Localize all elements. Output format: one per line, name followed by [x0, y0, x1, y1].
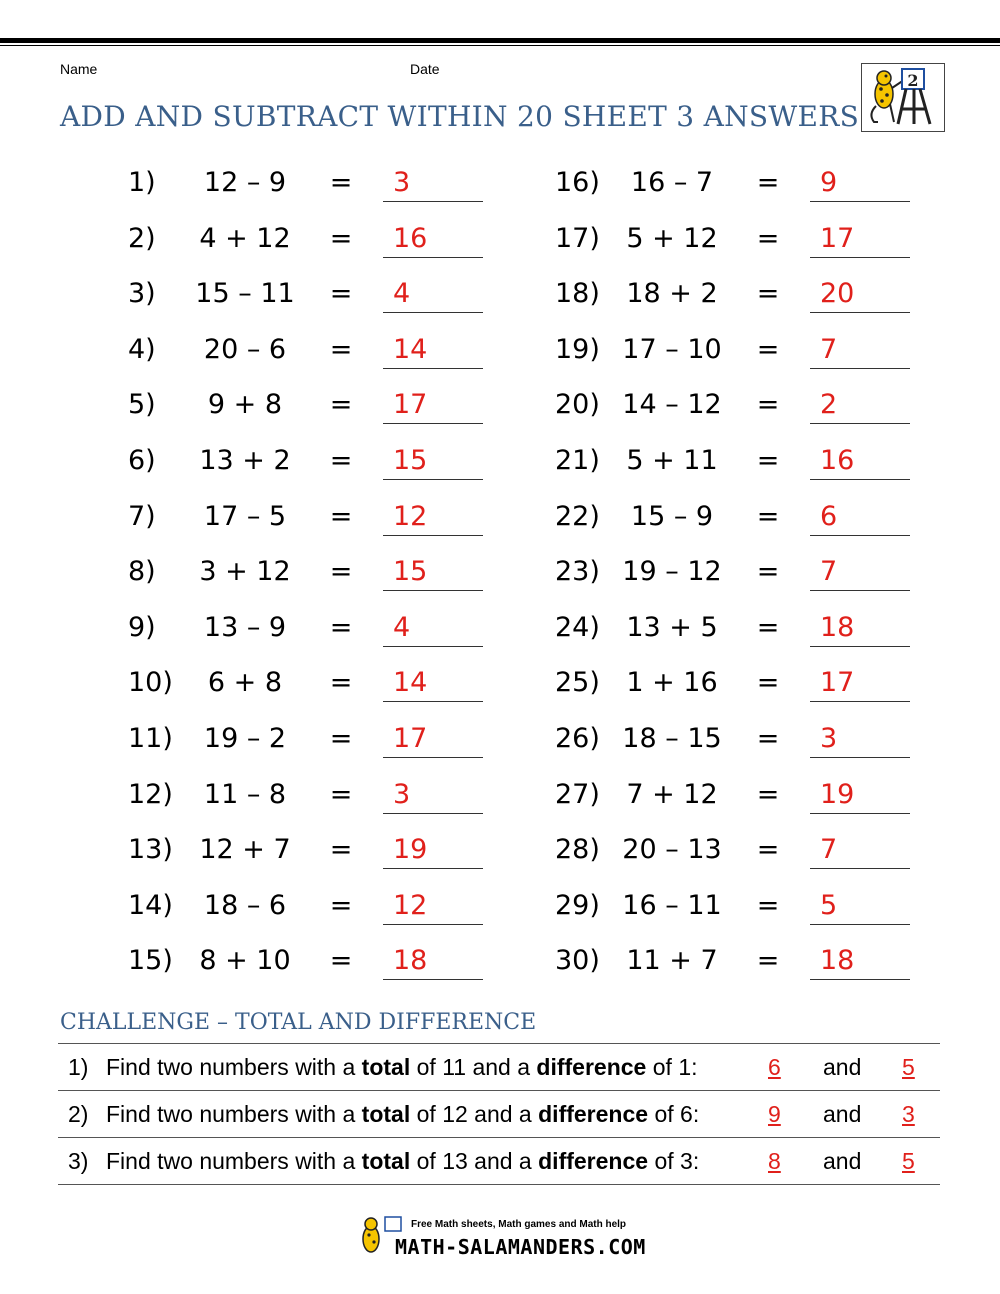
equals-sign: = [756, 556, 780, 588]
equals-sign: = [329, 723, 353, 754]
footer-site-name: MATH-SALAMANDERS.COM [395, 1235, 646, 1259]
equals-sign: = [329, 278, 353, 310]
equals-sign: = [329, 222, 353, 254]
problem-row [555, 211, 915, 267]
first-answer[interactable]: 6 [768, 1054, 781, 1080]
problem-row [128, 600, 488, 656]
answer-value: 18 [393, 945, 428, 977]
problem-number: 21) [555, 445, 600, 476]
answer-value: 12 [393, 500, 428, 532]
problem-row [555, 433, 915, 489]
answer-blank[interactable] [810, 223, 910, 258]
equals-sign: = [329, 667, 353, 699]
problem-number: 23) [555, 556, 600, 588]
problem-expression: 15 – 11 [195, 278, 295, 310]
equals-sign: = [756, 278, 780, 310]
question-text: Find two numbers with a [106, 1101, 362, 1127]
problem-row [555, 711, 915, 767]
answer-value: 5 [820, 889, 838, 921]
answer-blank[interactable] [383, 167, 483, 202]
equals-sign: = [329, 778, 353, 810]
question-text: of 11 and a [410, 1054, 537, 1080]
problem-number: 11) [128, 723, 173, 754]
problem-number: 10) [128, 667, 173, 699]
challenge-question [106, 1054, 698, 1081]
answer-blank[interactable] [810, 779, 910, 814]
second-answer[interactable]: 5 [902, 1054, 915, 1080]
answer-blank[interactable] [383, 501, 483, 536]
first-answer[interactable]: 8 [768, 1148, 781, 1174]
equals-sign: = [756, 222, 780, 254]
problem-expression: 17 – 10 [622, 333, 722, 365]
problem-number: 19) [555, 333, 600, 365]
problem-number: 8) [128, 556, 156, 588]
easel-icon [898, 69, 930, 124]
answer-value: 7 [820, 834, 838, 866]
equals-sign: = [756, 778, 780, 810]
equals-sign: = [756, 611, 780, 643]
problem-row [128, 211, 488, 267]
challenge-question [106, 1101, 699, 1128]
answer-value: 17 [393, 389, 428, 421]
total-word: total [361, 1148, 411, 1174]
answer-value: 19 [820, 778, 855, 810]
equals-sign: = [329, 389, 353, 421]
equals-sign: = [756, 333, 780, 365]
problem-number: 16) [555, 167, 600, 198]
problem-expression: 9 + 8 [207, 389, 283, 421]
problem-row [128, 878, 488, 934]
answer-value: 15 [393, 556, 428, 588]
footer-tagline: Free Math sheets, Math games and Math help [411, 1219, 627, 1230]
answer-value: 4 [393, 611, 411, 643]
answer-value: 9 [820, 167, 838, 198]
problem-number: 24) [555, 611, 600, 643]
answer-value: 3 [393, 167, 411, 198]
answer-blank[interactable] [810, 945, 910, 980]
problem-expression: 17 – 5 [203, 500, 287, 532]
name-label: Name [60, 61, 98, 77]
answer-value: 15 [393, 445, 428, 476]
equals-sign: = [756, 889, 780, 921]
and-label: and [823, 1054, 862, 1080]
problem-expression: 16 – 7 [630, 167, 714, 198]
answer-blank[interactable] [810, 556, 910, 591]
challenge-number: 2) [68, 1101, 89, 1127]
answer-blank[interactable] [810, 612, 910, 647]
problem-row [128, 933, 488, 989]
and-label: and [823, 1148, 862, 1174]
problem-number: 5) [128, 389, 156, 421]
problem-expression: 18 + 2 [626, 278, 718, 310]
answer-value: 18 [820, 945, 855, 977]
problem-number: 13) [128, 834, 173, 866]
answer-blank[interactable] [383, 834, 483, 869]
problem-row [128, 489, 488, 545]
answer-value: 6 [820, 500, 838, 532]
answer-blank[interactable] [383, 556, 483, 591]
answer-value: 20 [820, 278, 855, 310]
problem-expression: 5 + 11 [626, 445, 718, 476]
equals-sign: = [756, 167, 780, 198]
equals-sign: = [329, 500, 353, 532]
equals-sign: = [329, 445, 353, 476]
problem-expression: 7 + 12 [626, 778, 718, 810]
problem-row [555, 600, 915, 656]
problem-expression: 11 – 8 [203, 778, 287, 810]
answer-value: 12 [393, 889, 428, 921]
page-title: ADD AND SUBTRACT WITHIN 20 SHEET 3 ANSWERS [60, 100, 860, 133]
second-answer[interactable]: 5 [902, 1148, 915, 1174]
problem-number: 29) [555, 889, 600, 921]
problem-number: 17) [555, 222, 600, 254]
problem-expression: 20 – 13 [622, 834, 722, 866]
problem-number: 27) [555, 778, 600, 810]
problem-row [128, 322, 488, 378]
problem-number: 18) [555, 278, 600, 310]
answer-blank[interactable] [383, 389, 483, 424]
answer-blank[interactable] [383, 667, 483, 702]
problem-row [128, 266, 488, 322]
problem-expression: 18 – 15 [622, 723, 722, 754]
answer-value: 14 [393, 333, 428, 365]
equals-sign: = [329, 611, 353, 643]
problem-expression: 12 – 9 [203, 167, 287, 198]
answer-blank[interactable] [810, 667, 910, 702]
equals-sign: = [329, 333, 353, 365]
challenge-question [106, 1148, 699, 1175]
equals-sign: = [329, 556, 353, 588]
problem-expression: 20 – 6 [203, 333, 287, 365]
answer-blank[interactable] [383, 890, 483, 925]
challenge-row [58, 1138, 940, 1185]
problem-expression: 11 + 7 [626, 945, 718, 977]
problem-expression: 4 + 12 [199, 222, 291, 254]
question-text: of 6: [648, 1101, 700, 1127]
problem-number: 25) [555, 667, 600, 699]
answer-value: 18 [820, 611, 855, 643]
problem-row [128, 155, 488, 211]
problem-row [128, 767, 488, 823]
problem-expression: 15 – 9 [630, 500, 714, 532]
problem-number: 15) [128, 945, 173, 977]
answer-value: 17 [820, 222, 855, 254]
answer-blank[interactable] [810, 389, 910, 424]
problem-number: 6) [128, 445, 156, 476]
total-word: total [361, 1101, 411, 1127]
answer-value: 16 [393, 222, 428, 254]
problem-number: 1) [128, 167, 156, 198]
problem-row [555, 544, 915, 600]
problem-row [128, 544, 488, 600]
answer-blank[interactable] [810, 834, 910, 869]
problem-row [555, 878, 915, 934]
problem-row [555, 822, 915, 878]
problem-expression: 18 – 6 [203, 889, 287, 921]
problem-row [555, 489, 915, 545]
problem-row [128, 433, 488, 489]
difference-word: difference [536, 1054, 647, 1080]
problem-row [128, 377, 488, 433]
svg-text:2: 2 [907, 71, 919, 90]
answer-value: 3 [820, 723, 838, 754]
answer-blank[interactable] [810, 723, 910, 758]
problem-number: 28) [555, 834, 600, 866]
problem-row [128, 822, 488, 878]
problem-row [128, 711, 488, 767]
answer-blank[interactable] [383, 612, 483, 647]
problem-expression: 19 – 2 [203, 723, 287, 754]
answer-blank[interactable] [383, 723, 483, 758]
top-rule [0, 38, 1000, 43]
answer-value: 19 [393, 834, 428, 866]
problem-number: 2) [128, 222, 156, 254]
problem-row [555, 377, 915, 433]
problem-number: 14) [128, 889, 173, 921]
date-label: Date [410, 61, 440, 77]
problem-expression: 12 + 7 [199, 834, 291, 866]
problem-expression: 5 + 12 [626, 222, 718, 254]
problem-expression: 16 – 11 [622, 889, 722, 921]
problem-row [555, 933, 915, 989]
answer-value: 16 [820, 445, 855, 476]
equals-sign: = [329, 834, 353, 866]
answer-value: 7 [820, 556, 838, 588]
equals-sign: = [756, 667, 780, 699]
challenge-number: 1) [68, 1054, 89, 1080]
problem-number: 22) [555, 500, 600, 532]
challenge-row [58, 1044, 940, 1091]
answer-blank[interactable] [810, 501, 910, 536]
equals-sign: = [756, 389, 780, 421]
problem-number: 20) [555, 389, 600, 421]
answer-blank[interactable] [810, 334, 910, 369]
problem-expression: 8 + 10 [199, 945, 291, 977]
question-text: Find two numbers with a [106, 1054, 362, 1080]
problem-expression: 6 + 8 [207, 667, 283, 699]
problem-expression: 19 – 12 [622, 556, 722, 588]
answer-value: 2 [820, 389, 838, 421]
second-answer[interactable]: 3 [902, 1101, 915, 1127]
problem-row [555, 767, 915, 823]
answer-value: 14 [393, 667, 428, 699]
answer-blank[interactable] [383, 334, 483, 369]
problem-expression: 3 + 12 [199, 556, 291, 588]
equals-sign: = [329, 167, 353, 198]
answer-blank[interactable] [810, 445, 910, 480]
answer-blank[interactable] [810, 167, 910, 202]
problem-row [555, 655, 915, 711]
question-text: of 12 and a [410, 1101, 539, 1127]
answer-value: 4 [393, 278, 411, 310]
answer-value: 7 [820, 333, 838, 365]
problem-expression: 13 + 2 [199, 445, 291, 476]
salamander-logo [861, 63, 945, 132]
problem-number: 30) [555, 945, 600, 977]
problem-expression: 14 – 12 [622, 389, 722, 421]
problem-number: 4) [128, 333, 156, 365]
difference-word: difference [538, 1148, 649, 1174]
equals-sign: = [756, 445, 780, 476]
and-label: and [823, 1101, 862, 1127]
answer-blank[interactable] [383, 945, 483, 980]
difference-word: difference [538, 1101, 649, 1127]
problem-row [555, 322, 915, 378]
question-text: of 1: [646, 1054, 698, 1080]
footer-logo [355, 1215, 645, 1265]
equals-sign: = [329, 945, 353, 977]
problem-number: 9) [128, 611, 156, 643]
first-answer[interactable]: 9 [768, 1101, 781, 1127]
problem-expression: 13 + 5 [626, 611, 718, 643]
answer-value: 3 [393, 778, 411, 810]
problem-expression: 13 – 9 [203, 611, 287, 643]
answer-value: 17 [393, 723, 428, 754]
problem-number: 26) [555, 723, 600, 754]
total-word: total [361, 1054, 411, 1080]
problem-number: 12) [128, 778, 173, 810]
problem-row [555, 266, 915, 322]
answer-blank[interactable] [383, 278, 483, 313]
problem-number: 7) [128, 500, 156, 532]
equals-sign: = [756, 723, 780, 754]
challenge-number: 3) [68, 1148, 89, 1174]
challenge-row [58, 1091, 940, 1138]
answer-blank[interactable] [810, 890, 910, 925]
problem-row [128, 655, 488, 711]
equals-sign: = [756, 500, 780, 532]
answer-blank[interactable] [810, 278, 910, 313]
equals-sign: = [756, 945, 780, 977]
equals-sign: = [329, 889, 353, 921]
answer-blank[interactable] [383, 445, 483, 480]
problem-row [555, 155, 915, 211]
top-rule-thin [0, 45, 1000, 46]
equals-sign: = [756, 834, 780, 866]
question-text: of 13 and a [410, 1148, 539, 1174]
challenge-title: CHALLENGE – TOTAL AND DIFFERENCE [60, 1010, 537, 1035]
question-text: of 3: [648, 1148, 700, 1174]
problem-number: 3) [128, 278, 156, 310]
question-text: Find two numbers with a [106, 1148, 362, 1174]
answer-value: 17 [820, 667, 855, 699]
answer-blank[interactable] [383, 779, 483, 814]
answer-blank[interactable] [383, 223, 483, 258]
problem-expression: 1 + 16 [626, 667, 718, 699]
